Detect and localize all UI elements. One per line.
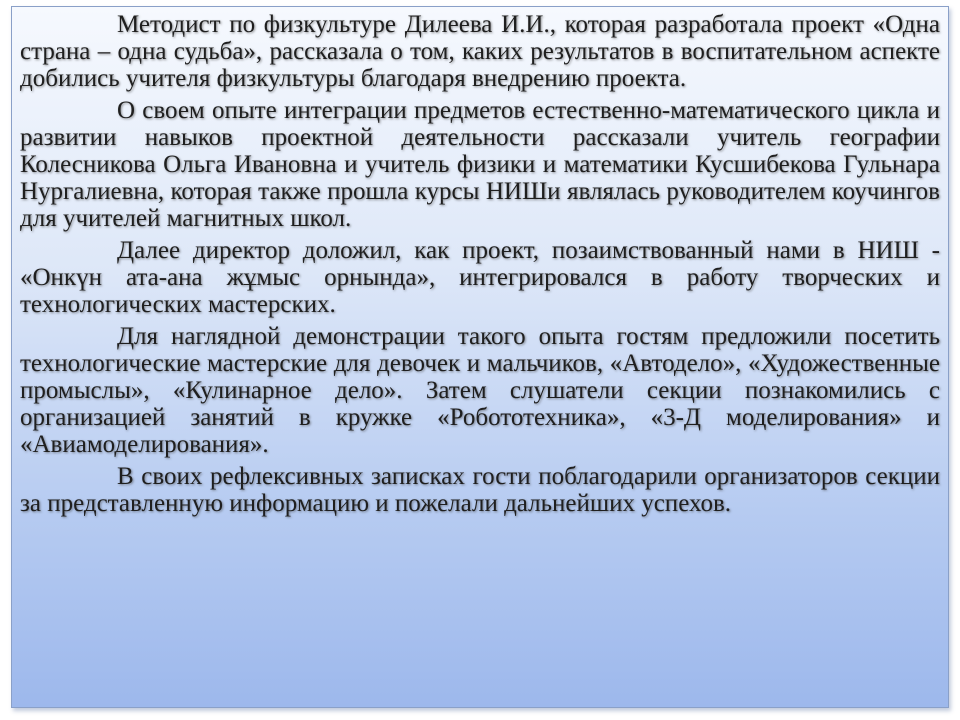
text-content: [20, 11, 940, 522]
paragraph-1: Методист по физкультуре Дилеева И.И., которая разработала проект «Одна страна – одна судьба», рассказала о том, каких результатов в воспитательном аспекте добились учителя физкультуры благодаря внедрению проекта.: [20, 11, 940, 92]
text-box: [11, 6, 949, 708]
paragraph-3: Далее директор доложил, как проект, позаимствованный нами в НИШ - «Онкүн ата-ана жұмыс орнында», интегрировался в работу творческих и технологических мастерских.: [20, 237, 940, 318]
paragraph-5: В своих рефлексивных записках гости поблагодарили организаторов секции за представленную информацию и пожелали дальнейших успехов.: [20, 463, 940, 517]
paragraph-4: Для наглядной демонстрации такого опыта гостям предложили посетить технологические мастерские для девочек и мальчиков, «Автодело», «Художественные промыслы», «Кулинарное дело». Затем слушатели секции познакомились с организацией занятий в кружке «Робототехника», «3-Д моделирования» и «Авиамоделирования».: [20, 323, 940, 458]
paragraph-2: О своем опыте интеграции предметов естественно-математического цикла и развитии навыков проектной деятельности рассказали учитель географии Колесникова Ольга Ивановна и учитель физики и математики Кусшибекова Гульнара Нургалиевна, которая также прошла курсы НИШи являлась руководителем коучингов для учителей магнитных школ.: [20, 97, 940, 232]
